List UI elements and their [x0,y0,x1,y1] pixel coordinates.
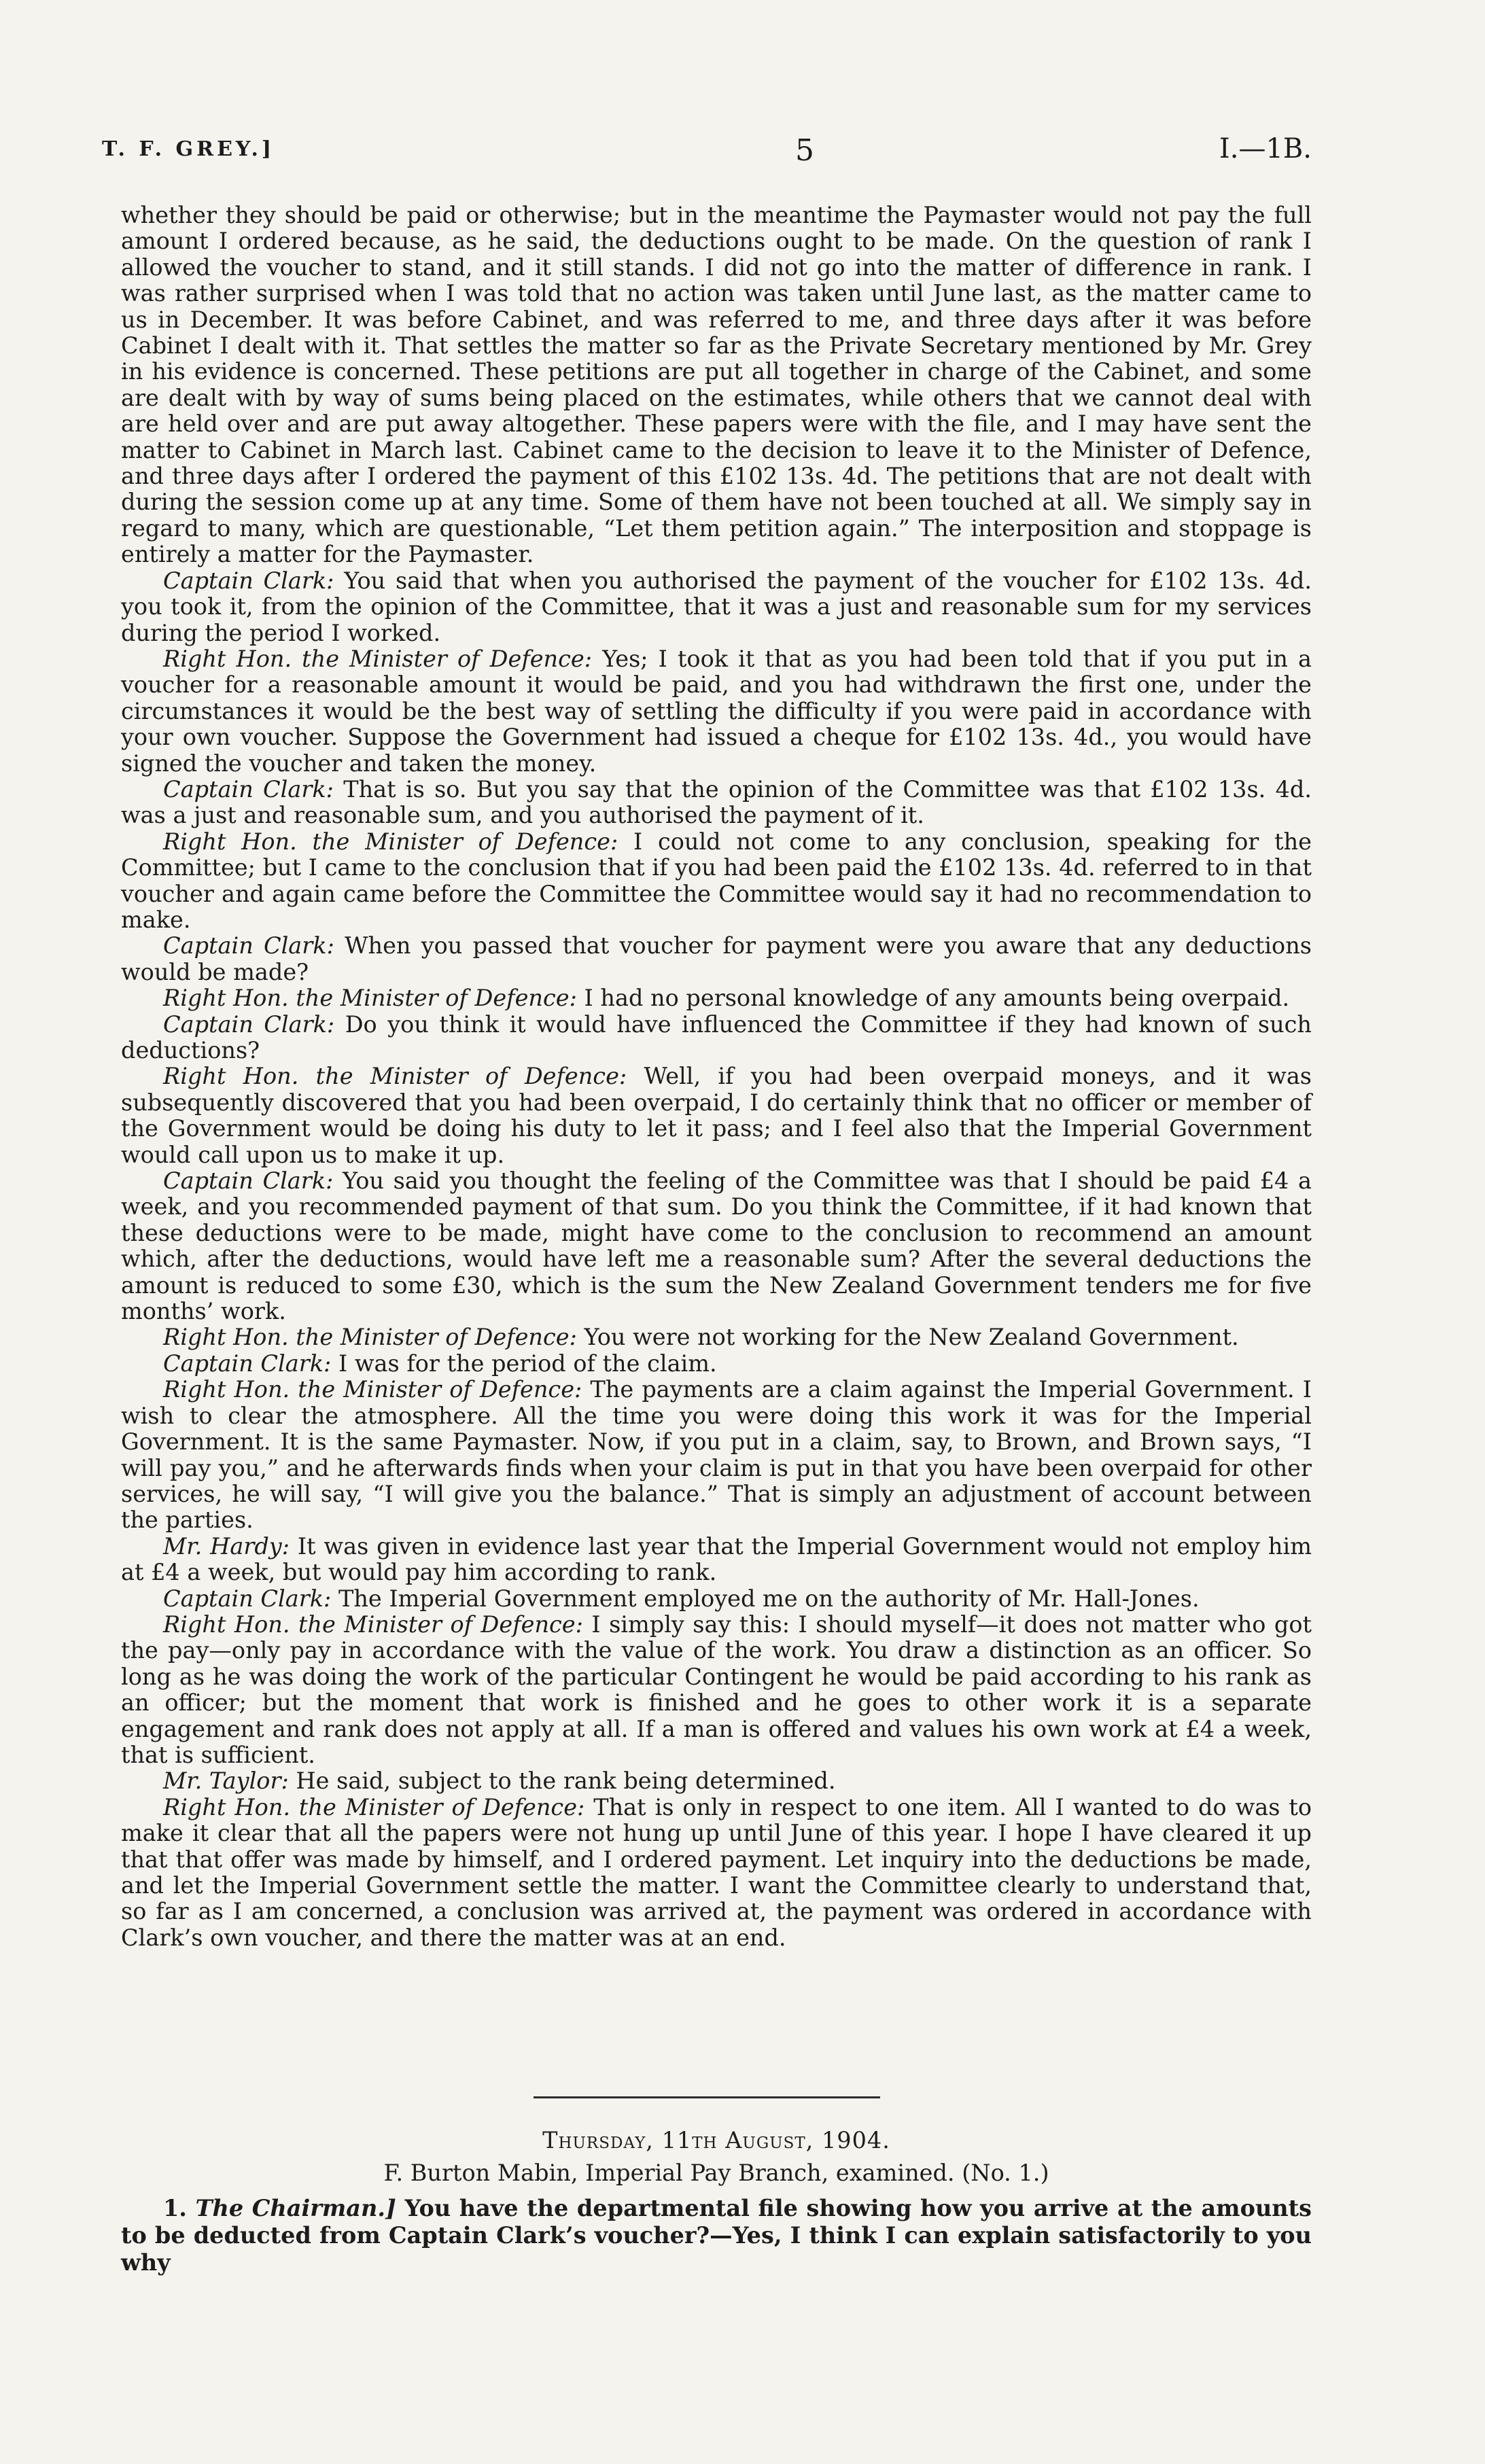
paragraph [121,646,1312,777]
paragraph [121,1534,1312,1586]
paragraph-text: Yes; I took it that as you had been told that if you put in a voucher for a reasonable amount it would be paid, and you had withdrawn the first one, under the circumstances it would be the best way of settling the difficulty if you were paid in accordance with your own voucher. Suppose the Government had issued a cheque for £102 13s. 4d., you would have signed the voucher and taken the money. [121,645,1312,777]
document-reference: I.—1B. [1219,133,1312,164]
speaker-label: Mr. Taylor: [163,1767,289,1795]
paragraph [121,1324,1312,1350]
paragraph-text: It was given in evidence last year that the Imperial Government would not employ him at £4 a week, but would pay him according to rank. [121,1532,1312,1586]
paragraph-text: You said that when you authorised the payment of the voucher for £102 13s. 4d. you took it, from the opinion of the Committee, that it was a just and reasonable sum for my services during the period I worked. [121,567,1312,646]
paragraph-text: I was for the period of the claim. [338,1350,717,1377]
speaker-label: Captain Clark: [163,1010,335,1038]
speaker-label: Captain Clark: [163,775,334,803]
paragraph-text: I simply say this: I should myself—it does not matter who got the pay—only pay in accordance with the value of the work. You draw a distinction as an officer. So long as he was doing the work of the particular Contingent he would be paid according to his rank as an officer; but the moment that work is finished and he goes to other work it is a separate engagement and rank does not apply at all. If a man is offered and values his own work at £4 a week, that is sufficient. [121,1611,1312,1768]
examination-section [121,2126,1312,2276]
paragraph [121,985,1312,1011]
speaker-label: Right Hon. the Minister of Defence: [163,828,618,855]
speaker-label: Right Hon. the Minister of Defence: [163,1611,583,1638]
paragraph [121,1012,1312,1064]
section-divider [534,2096,880,2098]
paragraph [121,568,1312,646]
paragraph-text: That is only in respect to one item. All I wanted to do was to make it clear that all the papers were not hung up until June of this year. I hope I have cleared it up that that offer was made by himself, and I ordered payment. Let inquiry into the deductions be made, and let the Imperial Government settle the matter. I want the Committee clearly to understand that, so far as I am concerned, a conclusion was arrived at, the payment was ordered in accordance with Clark’s own voucher, and there the matter was at an end. [121,1793,1312,1951]
speaker-label: Right Hon. the Minister of Defence: [163,1793,585,1820]
speaker-label: Captain Clark: [163,932,334,960]
paragraph-text: When you passed that voucher for payment were you aware that any deductions would be made? [121,932,1312,985]
paragraph-text: That is so. But you say that the opinion of the Committee was that £102 13s. 4d. was a just and reasonable sum, and you authorised the payment of it. [121,775,1312,829]
paragraph-text: You said you thought the feeling of the Committee was that I should be paid £4 a week, and you recommended payment of that sum. Do you think the Committee, if it had known that these deductions were to be made, might have come to the conclusion to recommend an amount which, after the deductions, would have left me a reasonable sum? After the several deductions the amount is reduced to some £30, which is the sum the New Zealand Government tenders me for five months’ work. [121,1167,1312,1325]
sitting-date: Thursday, 11th August, 1904. [542,2127,890,2153]
paragraph-text: The payments are a claim against the Imperial Government. I wish to clear the atmosphere. All the time you were doing this work it was for the Imperial Government. It is the same Paymaster. Now, if you put in a claim, say, to Brown, and Brown says, “I will pay you,” and he afterwards finds when your claim is put in that you have been overpaid for other services, he will say, “I will give you the balance.” That is simply an adjustment of account between the parties. [121,1376,1312,1534]
witness-heading: F. Burton Mabin, Imperial Pay Branch, examined. (No. 1.) [383,2160,1049,2186]
header-witness-name: T. F. GREY.] [102,137,275,161]
speaker-label: Right Hon. the Minister of Defence: [163,985,577,1012]
paragraph-text: You were not working for the New Zealand Government. [584,1324,1239,1351]
page-header [102,133,1312,174]
paragraph-text: whether they should be paid or otherwise; but in the meantime the Paymaster would not pay the full amount I ordered because, as he said, the deductions ought to be made. On the question of rank I allowed the voucher to stand, and it still stands. I did not go into the matter of difference in rank. I was rather surprised when I was told that no action was taken until June last, as the matter came to us in December. It was before Cabinet, and was referred to me, and three days after it was before Cabinet I dealt with it. That settles the matter so far as the Private Secretary mentioned by Mr. Grey in his evidence is concerned. These petitions are put all together in charge of the Cabinet, and some are dealt with by way of sums being placed on the estimates, while others that we cannot deal with are held over and are put away altogether. These papers were with the file, and I may have sent the matter to Cabinet in March last. Cabinet came to the decision to leave it to the Minister of Defence, and three days after I ordered the payment of this £102 13s. 4d. The petitions that are not dealt with during the session come up at any time. Some of them have not been touched at all. We simply say in regard to many, which are questionable, “Let them petition again.” The interposition and stoppage is entirely a matter for the Paymaster. [121,202,1312,568]
paragraph [121,1351,1312,1377]
speaker-label: Mr. Hardy: [163,1532,290,1560]
question-text: You have the departmental file showing how you arrive at the amounts to be deducted from Captain Clark’s voucher?—Yes, I think I can explain satisfactorily to you why [121,2195,1312,2276]
paragraph-text: I had no personal knowledge of any amounts being overpaid. [584,985,1290,1012]
paragraph-text: The Imperial Government employed me on the authority of Mr. Hall-Jones. [338,1585,1200,1612]
speaker-label: Right Hon. the Minister of Defence: [163,1376,582,1403]
paragraph-text: I could not come to any conclusion, speaking for the Committee; but I came to the conclusion that if you had been paid the £102 13s. 4d. referred to in that voucher and again came before the Committee the Committee would say it had no recommendation to make. [121,828,1312,933]
evidence-body [121,203,1312,1951]
speaker-label: Captain Clark: [163,1585,332,1612]
speaker-label: Captain Clark: [163,1350,332,1377]
paragraph [121,1168,1312,1324]
question-paragraph [121,2195,1312,2276]
speaker-label: Captain Clark: [163,567,334,594]
speaker-label: Right Hon. the Minister of Defence: [163,645,592,672]
page-number: 5 [795,133,814,168]
paragraph [121,1063,1312,1168]
paragraph [121,1586,1312,1612]
paragraph [121,1612,1312,1768]
paragraph [121,933,1312,985]
paragraph [121,1768,1312,1794]
question-number: 1. [163,2195,187,2221]
speaker-label: Captain Clark: [163,1167,334,1195]
paragraph-text: He said, subject to the rank being determined. [296,1767,836,1795]
paragraph [121,1795,1312,1951]
paragraph [121,829,1312,934]
paragraph-text: Well, if you had been overpaid moneys, and it was subsequently discovered that you had been overpaid, I do certainly think that no officer or member of the Government would be doing his duty to let it pass; and I feel also that the Imperial Government would call upon us to make it up. [121,1063,1312,1168]
speaker-label: Right Hon. the Minister of Defence: [163,1324,577,1351]
paragraph [121,777,1312,829]
paragraph [121,203,1312,568]
question-speaker: The Chairman.] [195,2195,396,2221]
speaker-label: Right Hon. the Minister of Defence: [163,1063,627,1090]
paragraph [121,1377,1312,1533]
paragraph-text: Do you think it would have influenced the Committee if they had known of such deductions? [121,1010,1312,1063]
